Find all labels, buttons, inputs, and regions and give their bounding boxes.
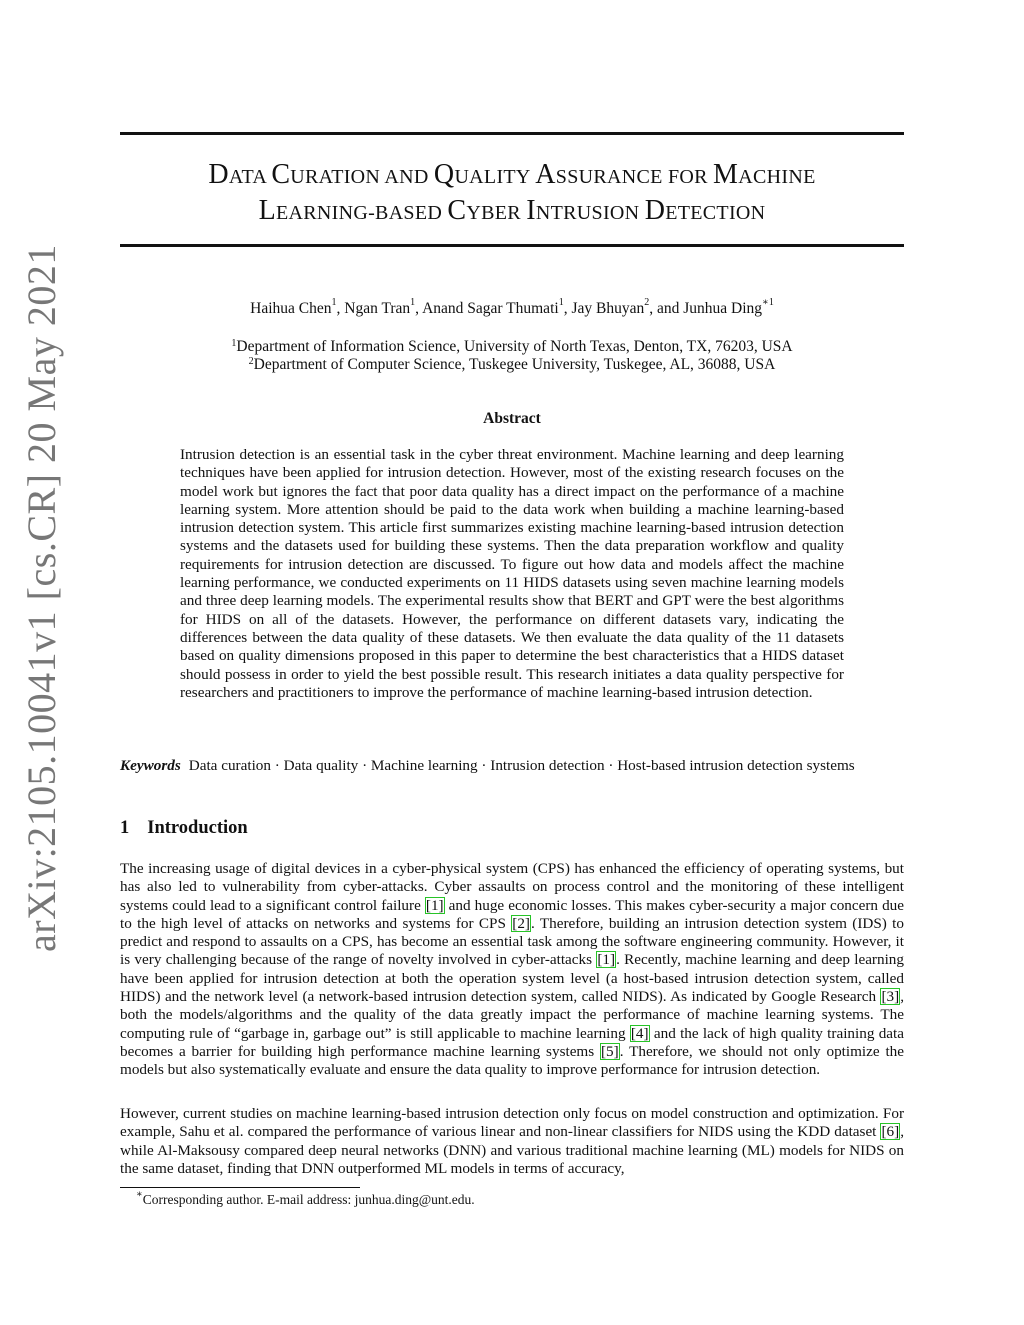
title-line-2	[120, 194, 904, 230]
author-name: Anand Sagar Thumati	[422, 300, 559, 317]
title-small-caps: NTRUSION	[535, 202, 645, 224]
title-capital: L	[258, 195, 276, 226]
author-affiliation-mark: 1	[410, 297, 416, 308]
keywords	[120, 757, 904, 776]
citation-link[interactable]: [5]	[601, 1042, 619, 1060]
author-affiliation-mark: 1	[331, 297, 337, 308]
author-affiliation-mark: ∗1	[762, 297, 774, 308]
citation-link[interactable]: [2]	[512, 914, 530, 932]
paragraph-text: . Therefore, building an intrusion detection system (IDS) to predict and respond to assaults on a CPS, has become an essential task among the software engineering community. However, it is very challenging because of the range of novelty involved in cyber-attacks	[120, 914, 904, 969]
paragraph-text: and huge economic losses. This makes cyber-security a major concern due to the high level of attacks on networks and systems for CPS	[120, 896, 905, 932]
author-name: Ngan Tran	[344, 300, 411, 317]
title-bottom-rule	[120, 244, 904, 247]
author-affiliation-mark: 1	[558, 297, 564, 308]
citation-link[interactable]: [3]	[881, 988, 900, 1006]
paragraph-text: . Recently, machine learning and deep learning have been applied for intrusion detection at both the operation system level (a host-based intrusion detection system, called HIDS) and the network level (a network-based intrusion detection system, called NIDS). As indicated by Google Research	[120, 951, 904, 1006]
intro-paragraph-1	[120, 860, 904, 1080]
paragraph-text: , while Al-Maksousy compared deep neural networks (DNN) and various traditional machine learning (ML) models for NIDS on the same dataset, finding that DNN outperformed ML models in terms of accuracy,	[120, 1123, 904, 1177]
affiliation-mark: 1	[231, 338, 237, 349]
title-capital: A	[535, 159, 556, 190]
keywords-label: Keywords	[120, 757, 181, 774]
title-capital: M	[713, 159, 739, 190]
affiliation-list	[120, 338, 904, 374]
citation-link[interactable]: [1]	[597, 951, 616, 969]
title-capital: C	[271, 159, 291, 190]
citation-link[interactable]: [6]	[881, 1123, 900, 1141]
footnote-rule	[120, 1187, 360, 1188]
paragraph-text: The increasing usage of digital devices in a cyber-physical system (CPS) has enhanced the efficiency of operating systems, but has also led to vulnerability from cyber-attacks. Cyber assaults on process control and the monitoring of these intelligent systems could lead to a significant control failure	[120, 860, 904, 914]
abstract-text: Intrusion detection is an essential task in the cyber threat environment. Machine learning and deep learning techniques have been applied for intrusion detection. However, most of the existing research focuses on the model work but ignores the fact that poor data quality has a direct impact on the performance of a machine learning system. More attention should be paid to the data work when building a machine learning-based intrusion detection system. This article first summarizes existing machine learning-based intrusion detection systems and the datasets used for building these systems. Then the data preparation workflow and quality requirements for intrusion detection are discussed. To figure out how data and models affect the machine learning performance, we conducted experiments on 11 HIDS datasets using seven machine learning models and three deep learning models. The experimental results show that BERT and GPT were the best algorithms for HIDS on all of the datasets. However, the performance on different datasets vary, indicating the differences between the data quality of these datasets. We then evaluate the data quality of the 11 datasets based on quality dimensions proposed in this paper to determine the best characteristics that a HIDS dataset should possess in order to yield the best possible result. This research initiates a data quality perspective for researchers and practitioners to improve the performance of machine learning-based intrusion detection.	[180, 446, 844, 701]
title-capital: I	[526, 195, 536, 226]
keywords-text: Data curation · Data quality · Machine learning · Intrusion detection · Host-based intrusion detection systems	[188, 757, 855, 774]
affiliation-text: Department of Computer Science, Tuskegee University, Tuskegee, AL, 36088, USA	[253, 356, 776, 373]
author-affiliation-mark: 2	[644, 297, 650, 308]
paragraph-text: , both the models/algorithms and the quality of the data greatly impact the performance of machine learning systems. The computing rule of “garbage in, garbage out” is still applicable to machine learning	[120, 988, 904, 1042]
title-small-caps: ETECTION	[665, 202, 766, 224]
author-separator: ,	[336, 300, 345, 317]
title-small-caps: UALITY	[454, 166, 536, 188]
title-capital: D	[644, 195, 666, 226]
author-separator: ,	[563, 300, 572, 317]
title-small-caps: YBER	[466, 202, 527, 224]
affiliation	[120, 338, 904, 356]
title-capital: D	[208, 159, 229, 190]
author-list	[120, 297, 904, 318]
arxiv-side-identifier: arXiv:2105.10041v1 [cs.CR] 20 May 2021	[19, 244, 64, 952]
title-small-caps: SSURANCE FOR	[555, 166, 714, 188]
paragraph-text: However, current studies on machine learning-based intrusion detection only focus on model construction and optimization. For example, Sahu et al. compared the performance of various linear and non-linear classifiers for NIDS using the KDD dataset	[120, 1105, 904, 1141]
title-capital: Q	[433, 159, 455, 190]
footnote	[136, 1189, 475, 1208]
footnote-text: Corresponding author. E-mail address: junhua.ding@unt.edu.	[142, 1192, 475, 1207]
paper-title	[120, 158, 904, 230]
author-name: Junhua Ding	[683, 300, 763, 317]
title-line-1	[120, 158, 904, 194]
title-small-caps: URATION AND	[290, 166, 434, 188]
affiliation-mark: 2	[248, 356, 254, 367]
footnote-mark: ∗	[136, 1189, 143, 1200]
paragraph-text: and the lack of high quality training data becomes a barrier for building high performance machine learning systems	[120, 1024, 905, 1060]
title-capital: C	[447, 195, 467, 226]
intro-paragraph-2	[120, 1105, 904, 1178]
citation-link[interactable]: [4]	[630, 1024, 649, 1042]
title-top-rule	[120, 132, 904, 135]
affiliation-text: Department of Information Science, University of North Texas, Denton, TX, 76203, USA	[236, 338, 793, 355]
paragraph-text: . Therefore, we should not only optimize the models but also systematically evaluate and ensure the data quality to improve performance for intrusion detection.	[120, 1042, 905, 1079]
title-small-caps: EARNING-BASED	[276, 202, 448, 224]
title-small-caps: ACHINE	[738, 166, 816, 188]
title-small-caps: ATA	[228, 166, 272, 188]
author-separator: ,	[415, 300, 423, 317]
author-name: Jay Bhuyan	[571, 300, 645, 317]
section-title: Introduction	[147, 818, 248, 838]
section-heading	[120, 818, 248, 839]
abstract-heading: Abstract	[483, 410, 541, 427]
section-number: 1	[120, 818, 130, 838]
author-name: Haihua Chen	[250, 300, 332, 317]
citation-link[interactable]: [1]	[425, 896, 444, 914]
author-separator: , and	[649, 300, 684, 317]
affiliation	[120, 356, 904, 374]
